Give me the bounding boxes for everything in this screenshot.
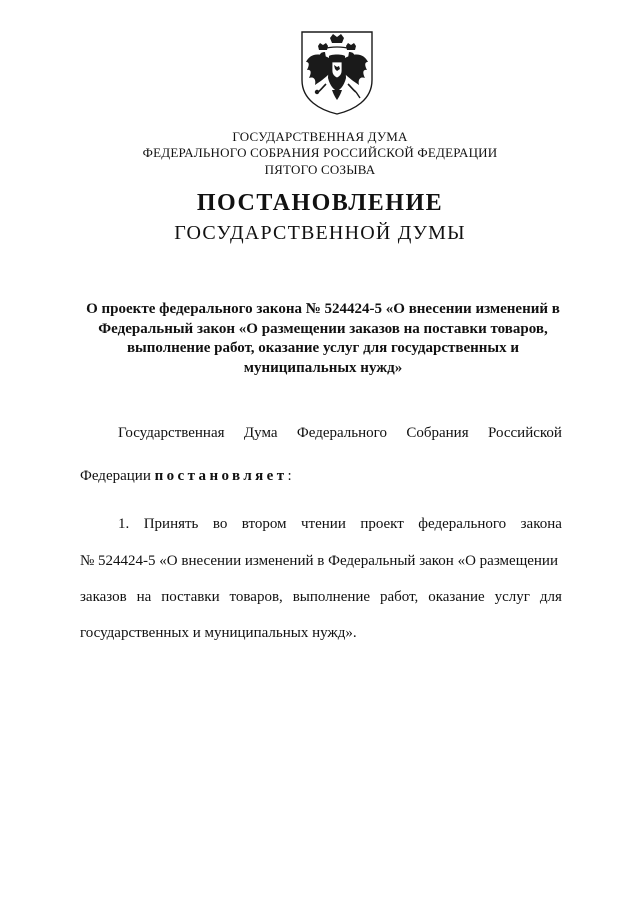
double-headed-eagle-coat-of-arms-icon xyxy=(296,28,378,116)
preamble-word: Российской xyxy=(488,425,562,441)
subject-line: О проекте федерального закона № 524424-5 «О внесении изменений в xyxy=(86,301,560,317)
document-issuer-subtitle: ГОСУДАРСТВЕННОЙ ДУМЫ xyxy=(174,222,466,244)
subject-line: муниципальных нужд» xyxy=(243,359,403,376)
clause-word: поставки xyxy=(161,589,220,605)
clause-word: втором xyxy=(241,516,287,532)
clause-1-line-4: государственных и муниципальных нужд». xyxy=(80,625,357,641)
clause-word: проект xyxy=(360,516,404,532)
clause-word: выполнение xyxy=(292,589,371,605)
preamble-word: Государственная xyxy=(118,425,225,441)
preamble-suffix: : xyxy=(287,468,292,484)
clause-1-line-1 xyxy=(118,514,562,534)
document-type-title: ПОСТАНОВЛЕНИЕ xyxy=(196,190,444,216)
clause-1-line-3 xyxy=(80,587,562,607)
clause-word: товаров, xyxy=(229,589,283,605)
clause-word: федерального xyxy=(418,516,507,532)
clause-word: Принять xyxy=(143,516,199,532)
clause-word: заказов xyxy=(80,589,127,605)
clause-word: закона xyxy=(520,516,562,532)
clause-word: работ, xyxy=(380,589,419,605)
preamble-word: Федерального xyxy=(296,425,387,441)
issuer-line-1: ГОСУДАРСТВЕННАЯ ДУМА xyxy=(232,129,408,144)
subject-line: выполнение работ, оказание услуг для государственных и xyxy=(126,340,520,356)
issuer-line-3: ПЯТОГО СОЗЫВА xyxy=(264,162,376,177)
clause-word: для xyxy=(539,589,562,605)
document-subject xyxy=(80,300,566,378)
clause-1-line-2: № 524424-5 «О внесении изменений в Федеральный закон «О размещении xyxy=(80,553,558,569)
clause-word: на xyxy=(136,589,152,605)
preamble-line-1 xyxy=(118,423,562,443)
clause-word: 1. xyxy=(118,516,130,532)
clause-word: оказание xyxy=(428,589,485,605)
subject-line: Федеральный закон «О размещении заказов на поставки товаров, xyxy=(98,320,548,337)
clause-word: услуг xyxy=(494,589,530,605)
preamble-word: Собрания xyxy=(406,425,469,441)
preamble-word: Дума xyxy=(243,425,278,441)
clause-word: чтении xyxy=(301,516,346,532)
clause-word: во xyxy=(212,516,228,532)
preamble-line-2 xyxy=(80,466,292,486)
issuer-line-2: ФЕДЕРАЛЬНОГО СОБРАНИЯ РОССИЙСКОЙ ФЕДЕРАЦИИ xyxy=(142,145,498,160)
preamble-prefix: Федерации xyxy=(80,468,151,484)
decree-word: постановляет xyxy=(154,468,288,484)
